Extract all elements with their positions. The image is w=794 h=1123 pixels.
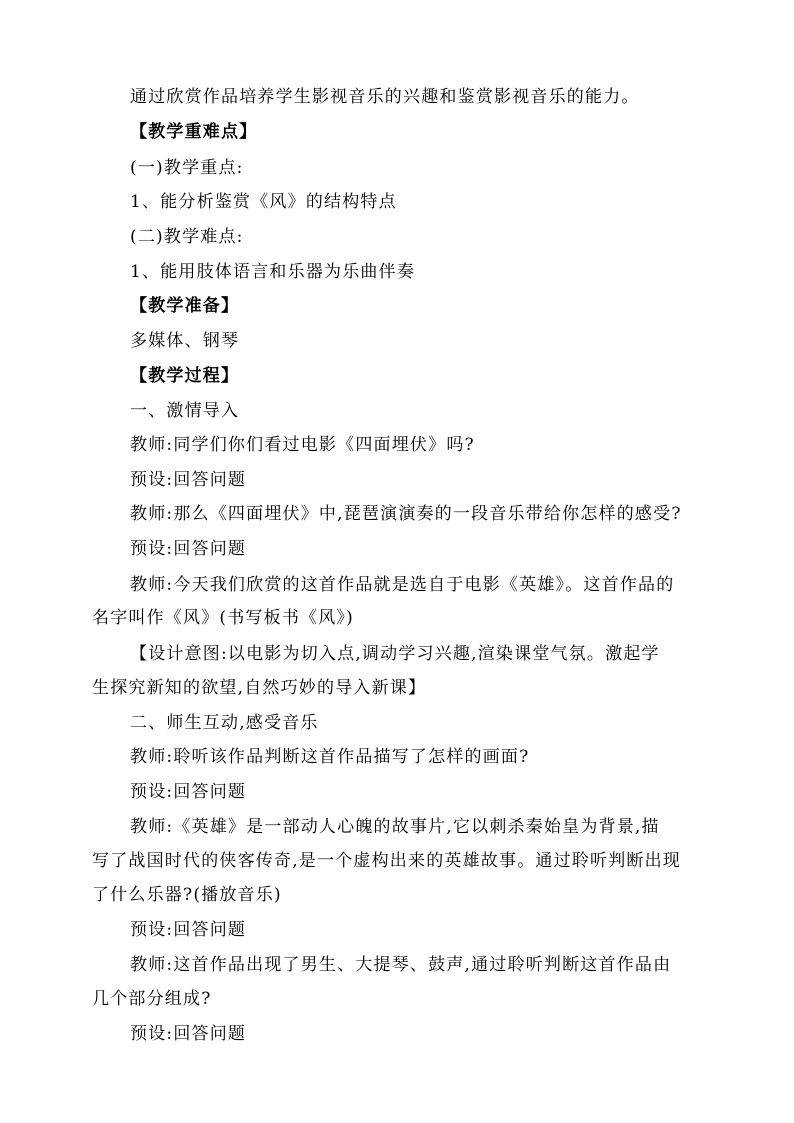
preset-line: 预设:回答问题 — [130, 539, 247, 559]
heading-process: 【教学过程】 — [130, 366, 240, 386]
teacher-line: 教师:今天我们欣赏的这首作品就是选自于电影《英雄》。这首作品的 — [130, 575, 675, 595]
key-point-label: (一)教学重点: — [130, 158, 244, 178]
preset-line: 预设:回答问题 — [130, 920, 247, 940]
preset-line: 预设:回答问题 — [130, 470, 247, 490]
difficulty-label: (二)教学难点: — [130, 227, 244, 247]
teacher-line: 教师:同学们你们看过电影《四面埋伏》吗? — [130, 435, 475, 455]
preset-line: 预设:回答问题 — [130, 782, 247, 802]
teacher-line-cont: 名字叫作《风》(书写板书《风》) — [92, 608, 354, 628]
preparation-text: 多媒体、钢琴 — [130, 331, 240, 351]
preset-line: 预设:回答问题 — [130, 1024, 247, 1044]
objective-text: 通过欣赏作品培养学生影视音乐的兴趣和鉴赏影视音乐的能力。 — [130, 87, 640, 107]
teacher-line: 教师:这首作品出现了男生、大提琴、鼓声,通过聆听判断这首作品由 — [130, 955, 672, 975]
design-intent-cont: 生探究新知的欲望,自然巧妙的导入新课】 — [92, 678, 427, 698]
design-intent: 【设计意图:以电影为切入点,调动学习兴趣,渲染课堂气氛。激起学 — [130, 644, 660, 664]
teacher-line-cont: 几个部分组成? — [92, 989, 212, 1009]
teacher-line-cont: 了什么乐器?(播放音乐) — [92, 885, 282, 905]
teacher-line: 教师:那么《四面埋伏》中,琵琶演演奏的一段音乐带给你怎样的感受? — [130, 504, 682, 524]
teacher-line: 教师:《英雄》是一部动人心魄的故事片,它以刺杀秦始皇为背景,描 — [130, 817, 660, 837]
key-point-item: 1、能分析鉴赏《风》的结构特点 — [130, 192, 397, 212]
section-intro: 一、激情导入 — [130, 401, 240, 421]
section-interaction: 二、师生互动,感受音乐 — [130, 713, 319, 733]
heading-key-points: 【教学重难点】 — [130, 122, 258, 142]
teacher-line-cont: 写了战国时代的侠客传奇,是一个虚构出来的英雄故事。通过聆听判断出现 — [92, 851, 682, 871]
heading-preparation: 【教学准备】 — [130, 296, 240, 316]
teacher-line: 教师:聆听该作品判断这首作品描写了怎样的画面? — [130, 747, 530, 767]
difficulty-item: 1、能用肢体语言和乐器为乐曲伴奏 — [130, 262, 416, 282]
